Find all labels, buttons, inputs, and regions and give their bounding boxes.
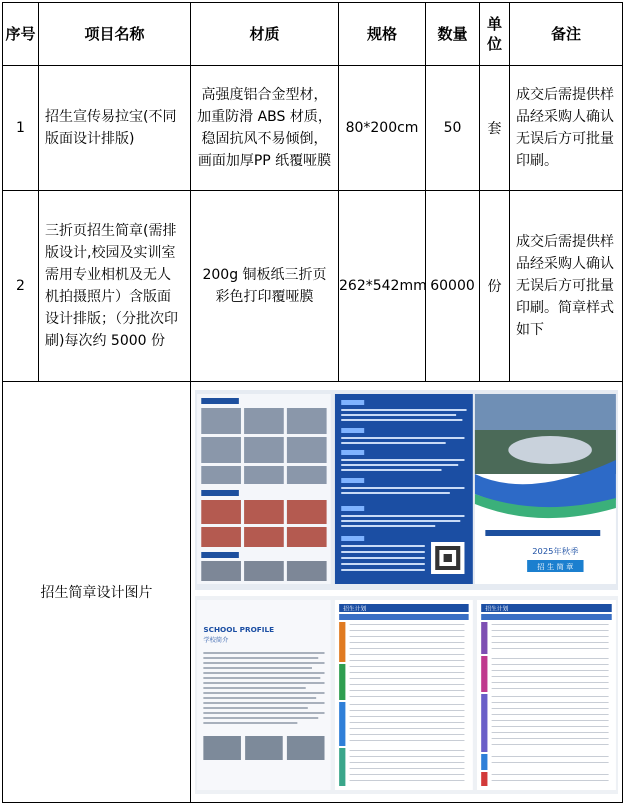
header-material: 材质	[191, 3, 339, 66]
header-spec: 规格	[339, 3, 426, 66]
brochure-badge: 招 生 简 章	[537, 562, 574, 571]
row-seq: 1	[3, 66, 39, 191]
header-unit: 单位	[480, 3, 510, 66]
brochure-image-cell	[191, 382, 623, 803]
row-name: 招生宣传易拉宝(不同版面设计排版)	[45, 109, 177, 147]
row-spec: 80*200cm	[339, 66, 426, 191]
image-row	[3, 382, 623, 803]
row-name: 三折页招生简章(需排版设计,校园及实训室需用专业相机及无人机拍摄照片）含版面设计排版；（分批次印刷)每次约 5000 份	[45, 223, 178, 349]
row-note: 成交后需提供样品经采购人确认无误后方可批量印刷。简章样式如下	[516, 234, 614, 338]
header-name: 项目名称	[39, 3, 191, 66]
brochure-outer-side	[195, 390, 618, 590]
header-seq: 序号	[3, 3, 39, 66]
row-note: 成交后需提供样品经采购人确认无误后方可批量印刷。	[516, 87, 614, 169]
brochure-inner-title: SCHOOL PROFILE	[203, 625, 275, 634]
brochure-outer-illustration	[195, 390, 618, 590]
table-row	[3, 191, 623, 382]
header-row	[3, 3, 623, 66]
brochure-images	[195, 390, 618, 794]
row-qty: 60000	[426, 191, 480, 382]
brochure-plan-title-1: 招生计划	[343, 606, 367, 613]
header-qty: 数量	[426, 3, 480, 66]
row-material: 200g 铜板纸三折页彩色打印覆哑膜	[202, 267, 327, 305]
row-qty: 50	[426, 66, 480, 191]
image-row-label: 招生简章设计图片	[3, 382, 191, 803]
table-row	[3, 66, 623, 191]
header-note: 备注	[510, 3, 623, 66]
brochure-season-title: 2025年秋季	[532, 546, 579, 556]
row-spec: 262*542mm	[339, 191, 426, 382]
brochure-plan-title-2: 招生计划	[485, 606, 509, 613]
row-material: 高强度铝合金型材，加重防滑 ABS 材质，稳固抗风不易倾倒，画面加厚PP 纸覆哑膜	[197, 87, 332, 169]
procurement-table	[2, 2, 623, 803]
brochure-inner-side	[195, 596, 618, 794]
row-unit: 套	[480, 66, 510, 191]
row-unit: 份	[480, 191, 510, 382]
brochure-inner-subtitle: 学校简介	[203, 637, 229, 644]
row-seq: 2	[3, 191, 39, 382]
brochure-inner-illustration	[195, 596, 618, 794]
